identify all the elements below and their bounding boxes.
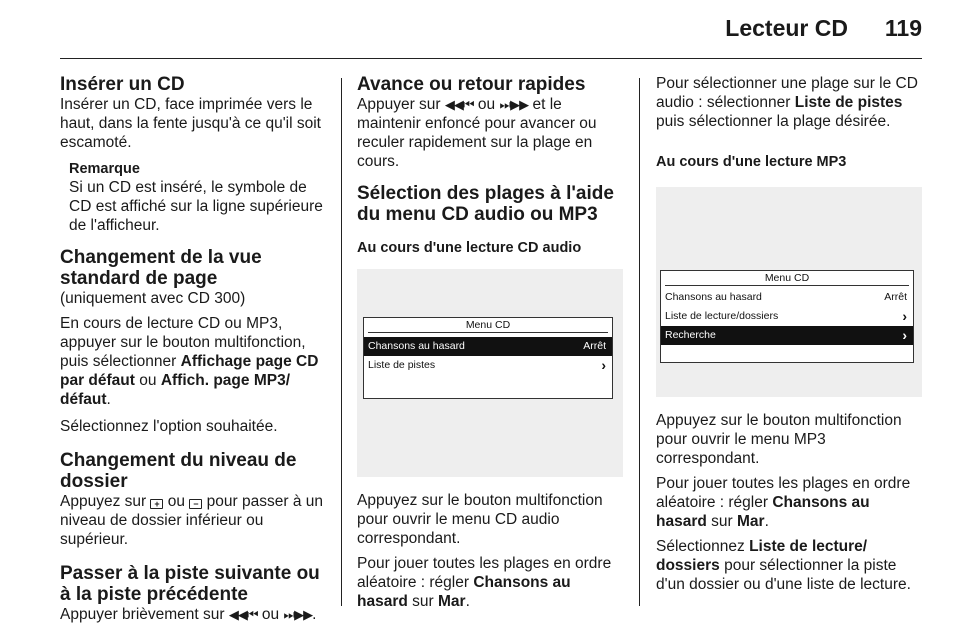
display-divider (665, 285, 909, 286)
display-divider (368, 332, 608, 333)
chevron-right-icon: › (902, 327, 907, 343)
menu-cd-screen-audio (357, 269, 623, 477)
heading-fast-forward: Avance ou retour rapides (357, 74, 586, 95)
audio-menu-text: Appuyez sur le bouton multifonction pour ouvrir le menu CD audio correspondant. (357, 492, 603, 547)
menu-cd-screen-mp3 (656, 187, 922, 397)
menu-row-label: Chansons au hasard (368, 340, 465, 352)
column-left (60, 74, 326, 624)
fast-forward-icon: ⏭▶▶ (499, 97, 529, 112)
page-number: 119 (884, 15, 922, 41)
mp3-menu-text: Appuyez sur le bouton multifonction pour ouvrir le menu MP3 correspondant. (656, 412, 902, 467)
audio-shuffle-text: Pour jouer toutes les plages en ordre aléatoire : régler Chansons au hasard sur Mar. (357, 555, 612, 610)
select-track-text: Pour sélectionner une plage sur le CD audio : sélectionner Liste de pistes puis sélectionner la plage désirée. (656, 75, 918, 130)
folder-level-text: Appuyez sur + ou − pour passer à un niveau de dossier inférieur ou supérieur. (60, 493, 323, 548)
column-divider-2 (639, 78, 640, 606)
standard-view-subtitle: (uniquement avec CD 300) (60, 290, 246, 307)
menu-row-value: Arrêt (884, 291, 907, 303)
chapter-title: Lecteur CD (725, 15, 848, 41)
menu-row-label: Recherche (665, 329, 716, 341)
column-middle (357, 74, 623, 611)
menu-row-track-list[interactable] (364, 356, 612, 375)
note-text: Si un CD est inséré, le symbole de CD est affiché sur la ligne supérieure de l'afficheur. (69, 179, 323, 234)
next-track-text: Appuyer brièvement sur ◀◀⏮ ou ⏭▶▶. (60, 606, 317, 623)
note-block (60, 160, 326, 235)
heading-next-track: Passer à la piste suivante ou à la piste précédente (60, 563, 320, 605)
display-panel (363, 317, 613, 399)
column-right (656, 74, 922, 594)
menu-row-playlist-folders[interactable] (661, 307, 913, 326)
chevron-right-icon: › (902, 308, 907, 324)
previous-track-icon: ◀◀⏮ (228, 607, 258, 622)
note-label: Remarque (69, 161, 140, 177)
next-track-icon: ⏭▶▶ (283, 607, 313, 622)
heading-folder-level: Changement du niveau de dossier (60, 450, 297, 492)
heading-track-selection: Sélection des plages à l'aide du menu CD audio ou MP3 (357, 183, 614, 225)
menu-row-value: Arrêt (583, 340, 606, 352)
menu-row-label: Liste de lecture/dossiers (665, 310, 779, 322)
insert-cd-text: Insérer un CD, face imprimée vers le haut, dans la fente jusqu'à ce qu'il soit escamoté. (60, 96, 321, 151)
standard-view-text: En cours de lecture CD ou MP3, appuyer sur le bouton multifonction, puis sélectionner Affichage page CD par défaut ou Affich. page MP3/ défaut. (60, 315, 319, 408)
menu-row-shuffle[interactable] (661, 288, 913, 307)
menu-row-label: Liste de pistes (368, 359, 436, 371)
menu-row-shuffle[interactable] (364, 337, 612, 356)
display-title: Menu CD (764, 272, 810, 284)
column-divider-1 (341, 78, 342, 606)
menu-row-search[interactable] (661, 326, 913, 345)
folder-up-icon: − (189, 499, 202, 509)
display-panel (660, 270, 914, 363)
chevron-right-icon: › (601, 357, 606, 373)
menu-row-label: Chansons au hasard (665, 291, 762, 303)
rewind-icon: ◀◀⏮ (444, 97, 474, 112)
mp3-shuffle-text: Pour jouer toutes les plages en ordre aléatoire : régler Chansons au hasard sur Mar. (656, 475, 911, 530)
playlist-select-text: Sélectionnez Liste de lecture/ dossiers pour sélectionner la piste d'un dossier ou d'une liste de lecture. (656, 538, 911, 593)
heading-standard-view: Changement de la vue standard de page (60, 247, 262, 289)
fast-forward-text: Appuyer sur ◀◀⏮ ou ⏭▶▶ et le maintenir enfoncé pour avancer ou reculer rapidement sur la plage en cours. (357, 96, 597, 170)
page-header (60, 0, 922, 59)
mp3-subheading: Au cours d'une lecture MP3 (656, 154, 847, 170)
select-option-text: Sélectionnez l'option souhaitée. (60, 418, 278, 435)
folder-down-icon: + (150, 499, 163, 509)
heading-insert-cd: Insérer un CD (60, 74, 185, 95)
display-title: Menu CD (465, 319, 511, 331)
audio-cd-subheading: Au cours d'une lecture CD audio (357, 240, 582, 256)
